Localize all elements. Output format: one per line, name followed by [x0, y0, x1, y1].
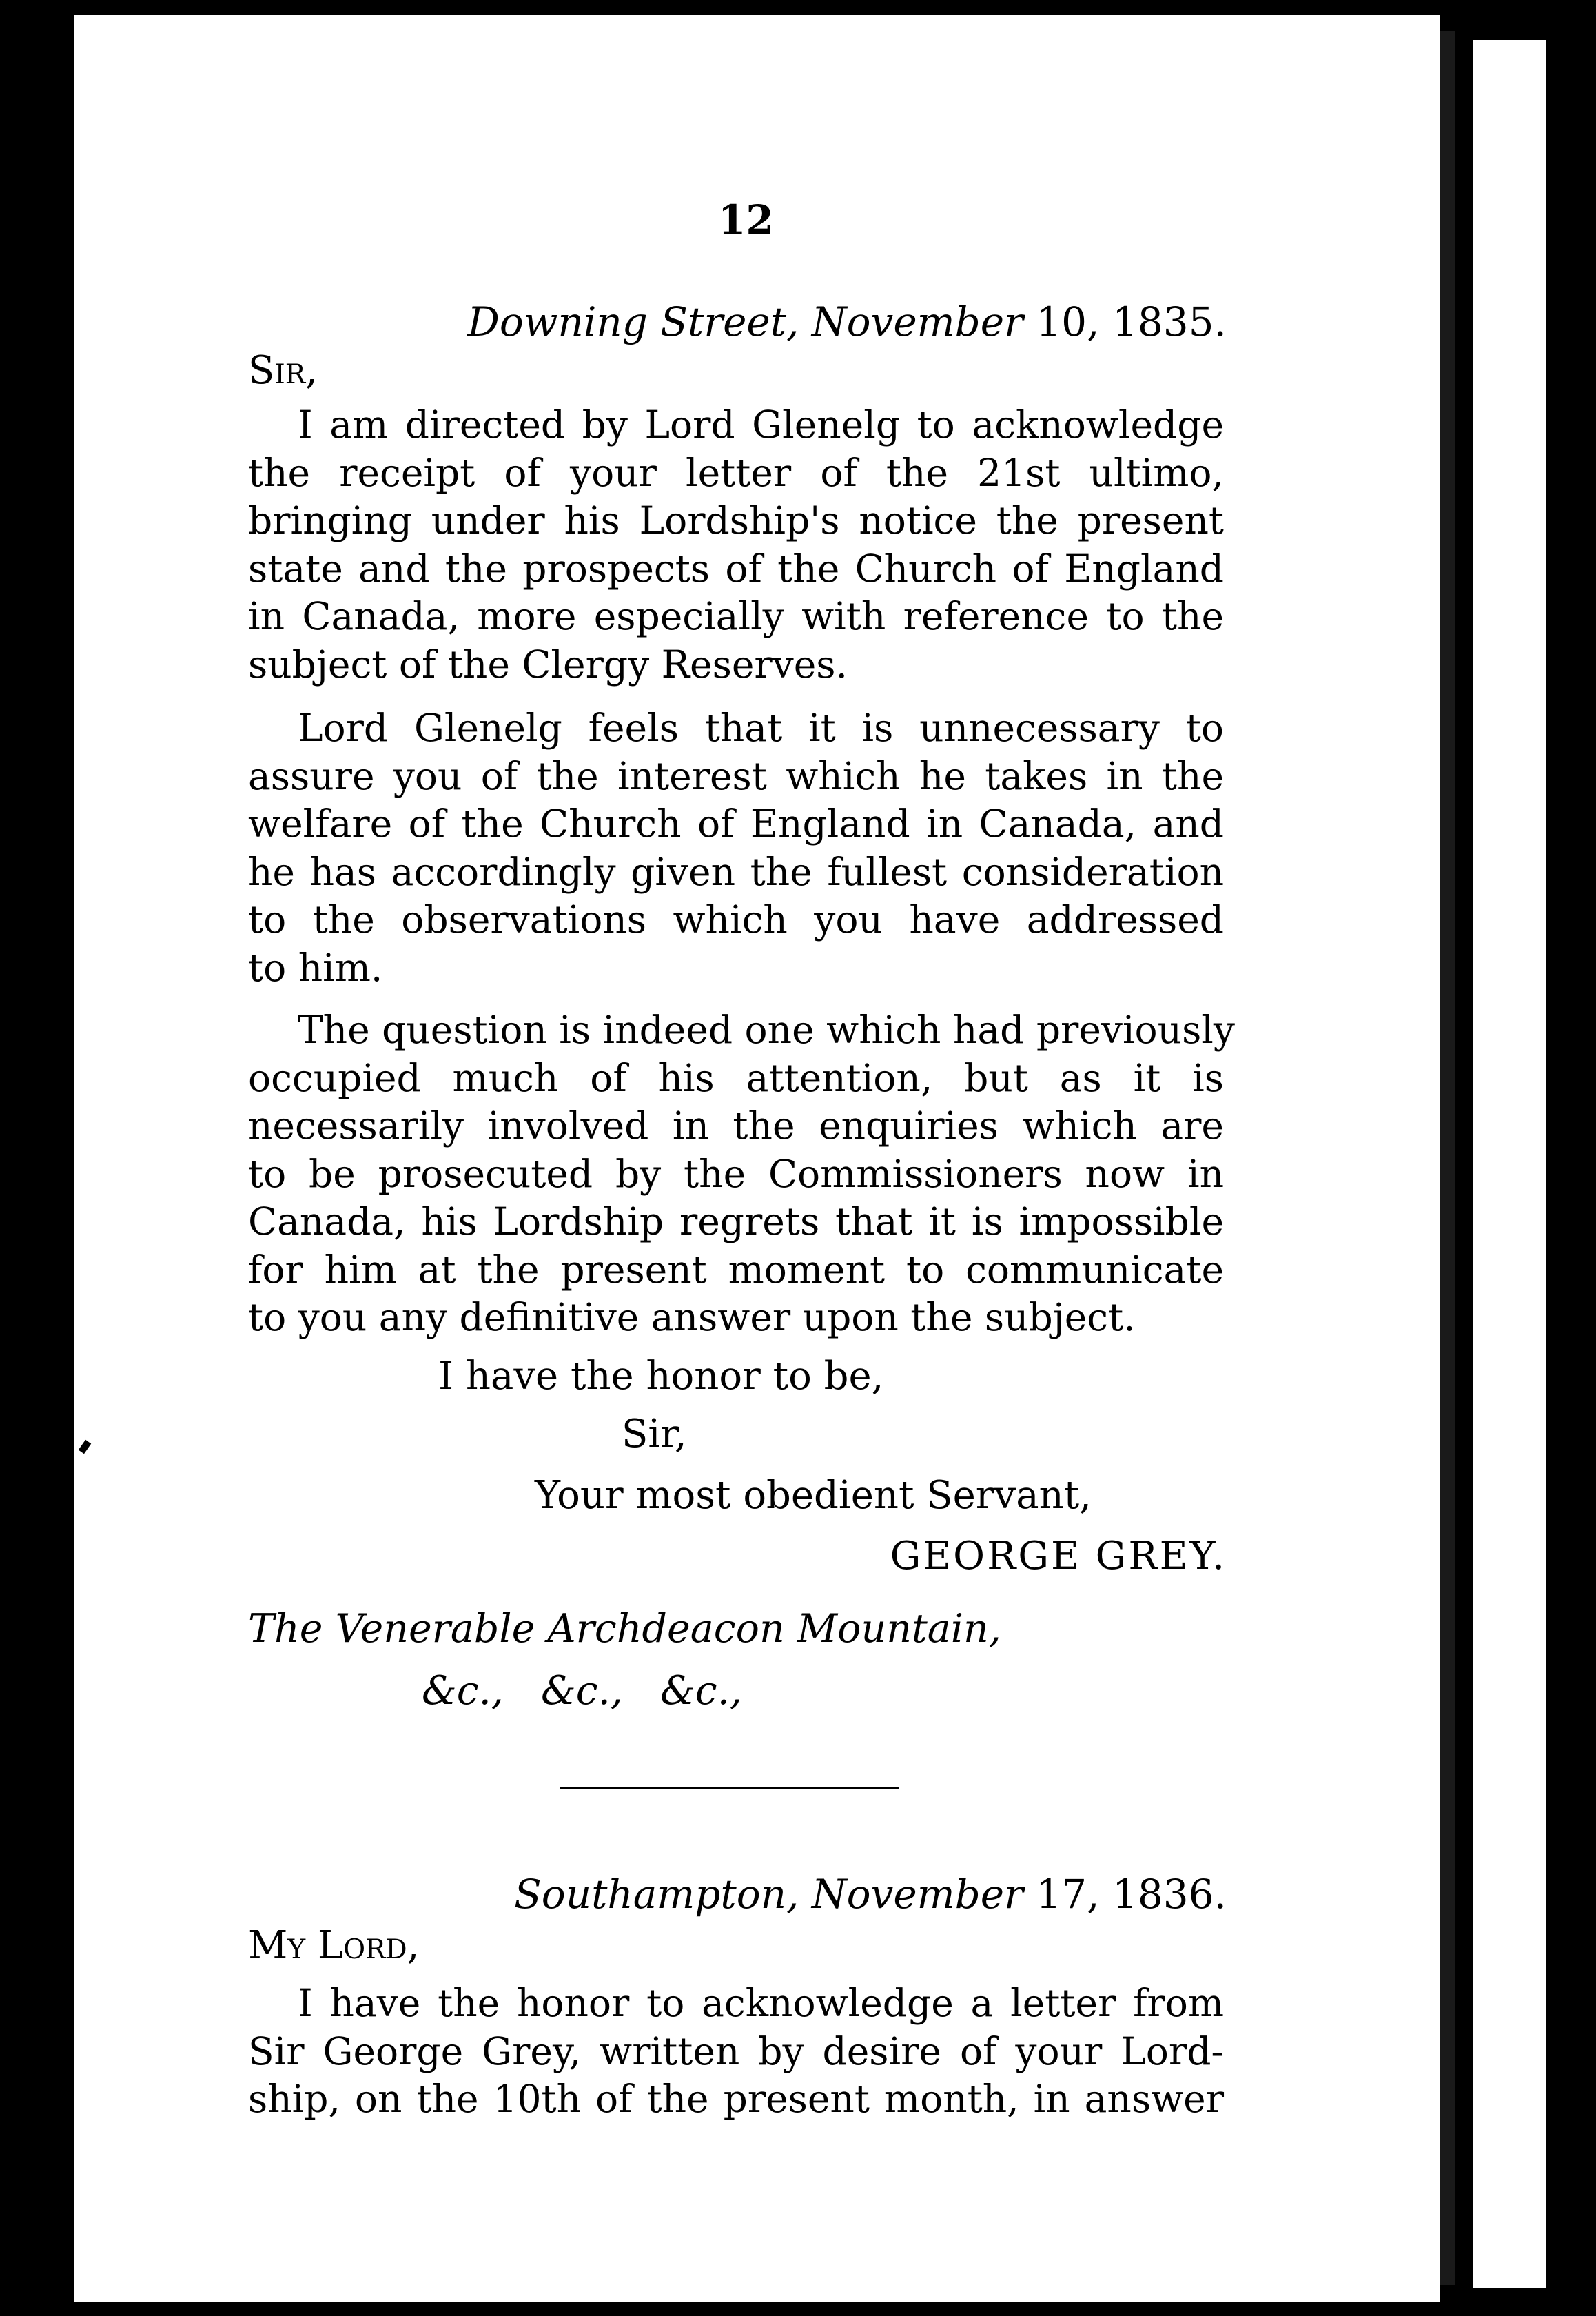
- text-line: Sir George Grey, written by desire of your Lord-: [248, 2029, 1224, 2073]
- text-line: to the observations which you have addressed: [248, 897, 1224, 942]
- text-line: I have the honor to acknowledge a letter from: [298, 1981, 1224, 2025]
- letter2-place: Southampton, November: [514, 1871, 1023, 1918]
- text-line: I am directed by Lord Glenelg to acknowledge: [298, 403, 1224, 447]
- letter1-closing-1: I have the honor to be,: [438, 1354, 884, 1399]
- page-number: 12: [718, 196, 774, 243]
- margin-speck: [36, 407, 41, 411]
- letter1-place: Downing Street, November: [467, 298, 1023, 345]
- letter2-dateline: [514, 1871, 1227, 1918]
- text-line: to be prosecuted by the Commissioners now in: [248, 1151, 1224, 1196]
- text-line: welfare of the Church of England in Canada, and: [248, 802, 1224, 846]
- text-line: to him.: [248, 945, 383, 990]
- text-line: assure you of the interest which he takes in the: [248, 753, 1224, 798]
- adjacent-page-shadow: [1455, 40, 1473, 2288]
- letter1-addressee: The Venerable Archdeacon Mountain,: [248, 1606, 1001, 1652]
- letter2-paragraph-1: [248, 1980, 1224, 2124]
- letter1-paragraph-1: [248, 401, 1224, 689]
- section-divider: [560, 1787, 899, 1789]
- letter1-paragraph-3: [248, 1006, 1235, 1342]
- text-line: bringing under his Lordship's notice the present: [248, 498, 1224, 542]
- text-line: he has accordingly given the fullest consideration: [248, 849, 1224, 894]
- letter2-year: 1836.: [1112, 1871, 1227, 1918]
- margin-speck: [31, 772, 35, 780]
- letter1-dateline: [467, 298, 1227, 345]
- text-line: subject of the Clergy Reserves.: [248, 642, 848, 687]
- text-line: in Canada, more especially with reference to the: [248, 594, 1224, 638]
- text-line: occupied much of his attention, but as it is: [248, 1055, 1224, 1100]
- text-line: ship, on the 10th of the present month, in answer: [248, 2077, 1224, 2121]
- text-line: to you any definitive answer upon the subject.: [248, 1295, 1136, 1339]
- text-line: Lord Glenelg feels that it is unnecessary to: [298, 706, 1224, 750]
- letter1-year: 1835.: [1112, 298, 1227, 345]
- page-fold-shadow: [1440, 31, 1455, 2285]
- letter1-day: 10,: [1036, 298, 1100, 345]
- margin-speck: [14, 1876, 30, 1897]
- letter1-closing-3: Your most obedient Servant,: [535, 1473, 1092, 1518]
- letter1-etc: &c., &c., &c.,: [422, 1668, 742, 1714]
- letter1-closing-2: Sir,: [622, 1412, 687, 1456]
- margin-speck: [48, 672, 54, 678]
- text-line: state and the prospects of the Church of England: [248, 546, 1224, 591]
- text-line: the receipt of your letter of the 21st ultimo,: [248, 450, 1224, 495]
- text-line: necessarily involved in the enquiries which are: [248, 1104, 1224, 1148]
- text-line: The question is indeed one which had previously: [298, 1008, 1235, 1052]
- letter1-salutation: Sir,: [248, 348, 318, 393]
- letter1-paragraph-2: [248, 704, 1224, 992]
- letter2-day: 17,: [1036, 1871, 1100, 1918]
- letter2-salutation: My Lord,: [248, 1923, 420, 1968]
- text-line: for him at the present moment to communicate: [248, 1247, 1224, 1292]
- text-line: Canada, his Lordship regrets that it is impossible: [248, 1199, 1224, 1243]
- letter1-signature: GEORGE GREY.: [890, 1534, 1227, 1578]
